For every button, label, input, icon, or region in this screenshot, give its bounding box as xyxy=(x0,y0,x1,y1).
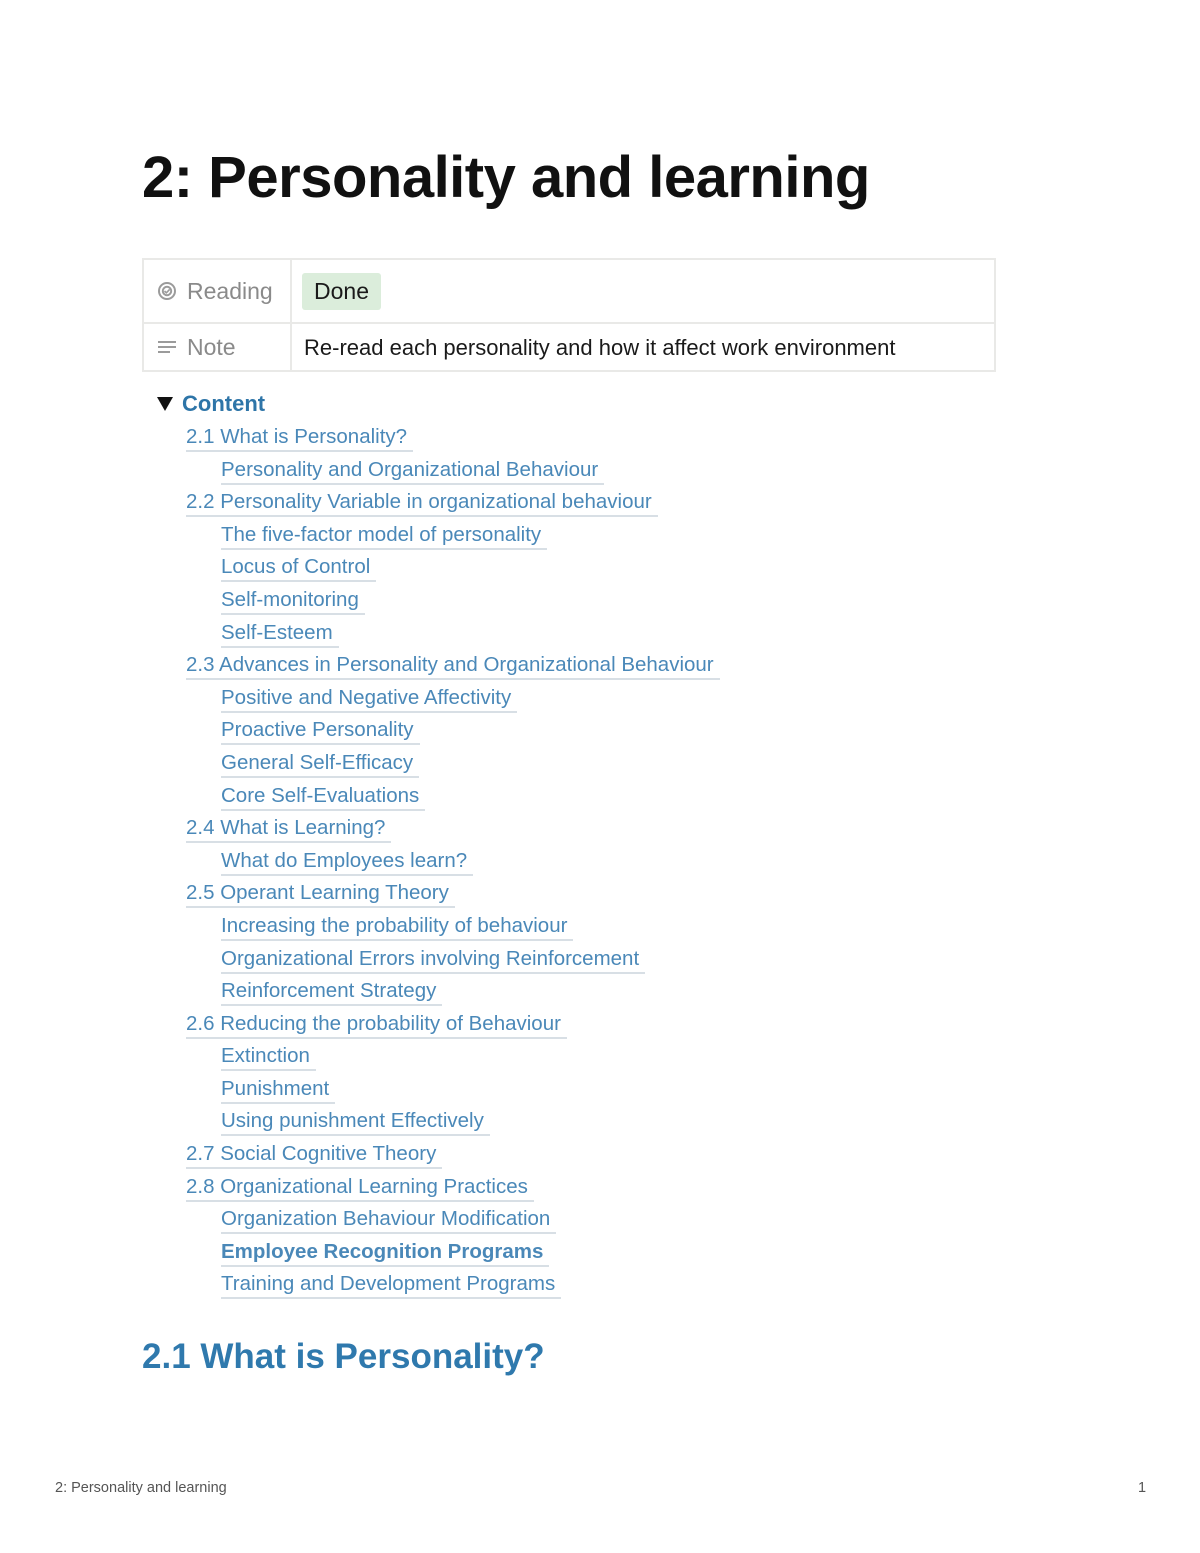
toc-link[interactable]: Using punishment Effectively xyxy=(221,1108,490,1136)
footer-title: 2: Personality and learning xyxy=(55,1480,227,1496)
toc-item xyxy=(186,489,720,522)
toc-item xyxy=(186,457,720,490)
toc-item xyxy=(186,848,720,881)
toc-item xyxy=(186,1239,720,1272)
toc-item xyxy=(186,1141,720,1174)
toc-item xyxy=(186,880,720,913)
table-of-contents xyxy=(186,424,720,1304)
toc-link[interactable]: 2.7 Social Cognitive Theory xyxy=(186,1141,442,1169)
properties-table xyxy=(142,258,996,372)
property-name-cell[interactable] xyxy=(143,323,291,371)
toc-link[interactable]: What do Employees learn? xyxy=(221,848,473,876)
triangle-down-icon[interactable] xyxy=(156,395,174,413)
toc-link[interactable]: Core Self-Evaluations xyxy=(221,783,425,811)
page-number: 1 xyxy=(1138,1480,1147,1496)
toc-link[interactable]: 2.5 Operant Learning Theory xyxy=(186,880,455,908)
toc-link[interactable]: Positive and Negative Affectivity xyxy=(221,685,517,713)
toc-item xyxy=(186,1271,720,1304)
toc-link[interactable]: 2.2 Personality Variable in organizational behaviour xyxy=(186,489,658,517)
toc-link[interactable]: 2.1 What is Personality? xyxy=(186,424,413,452)
toc-link[interactable]: 2.8 Organizational Learning Practices xyxy=(186,1174,534,1202)
toc-link[interactable]: Punishment xyxy=(221,1076,335,1104)
toc-link[interactable]: Personality and Organizational Behaviour xyxy=(221,457,604,485)
page-title: 2: Personality and learning xyxy=(142,145,870,210)
property-name-cell[interactable] xyxy=(143,259,291,323)
property-label-reading: Reading xyxy=(187,277,273,304)
toc-link[interactable]: Organization Behaviour Modification xyxy=(221,1206,556,1234)
toc-item xyxy=(186,522,720,555)
property-label-note: Note xyxy=(187,333,236,360)
toc-link[interactable]: Self-monitoring xyxy=(221,587,365,615)
property-value-cell[interactable] xyxy=(291,259,995,323)
status-icon xyxy=(156,281,177,302)
property-row-note xyxy=(143,323,995,371)
toc-item xyxy=(186,815,720,848)
toc-link[interactable]: Training and Development Programs xyxy=(221,1271,561,1299)
toc-link[interactable]: 2.4 What is Learning? xyxy=(186,815,391,843)
text-lines-icon xyxy=(156,337,177,358)
toc-link[interactable]: 2.3 Advances in Personality and Organizational Behaviour xyxy=(186,652,720,680)
toc-item xyxy=(186,913,720,946)
toc-link[interactable]: Organizational Errors involving Reinforcement xyxy=(221,946,645,974)
toggle-label[interactable]: Content xyxy=(182,391,266,416)
toc-link[interactable]: Employee Recognition Programs xyxy=(221,1239,549,1267)
toc-item xyxy=(186,1206,720,1239)
toc-item xyxy=(186,652,720,685)
toc-item xyxy=(186,685,720,718)
toc-item xyxy=(186,978,720,1011)
status-badge[interactable]: Done xyxy=(302,273,381,310)
toc-item xyxy=(186,554,720,587)
section-heading: 2.1 What is Personality? xyxy=(142,1337,545,1376)
toc-link[interactable]: Self-Esteem xyxy=(221,620,339,648)
toc-link[interactable]: 2.6 Reducing the probability of Behaviour xyxy=(186,1011,567,1039)
toc-item xyxy=(186,1043,720,1076)
toc-item xyxy=(186,1076,720,1109)
toc-item xyxy=(186,717,720,750)
content-toggle[interactable] xyxy=(156,390,265,418)
property-value-cell[interactable] xyxy=(291,323,995,371)
toc-link[interactable]: General Self-Efficacy xyxy=(221,750,419,778)
toc-link[interactable]: The five-factor model of personality xyxy=(221,522,547,550)
toc-item xyxy=(186,750,720,783)
property-row-reading xyxy=(143,259,995,323)
toc-item xyxy=(186,424,720,457)
toc-item xyxy=(186,783,720,816)
note-value: Re-read each personality and how it affect work environment xyxy=(304,334,896,360)
toc-item xyxy=(186,1174,720,1207)
toc-item xyxy=(186,946,720,979)
toc-item xyxy=(186,1108,720,1141)
toc-link[interactable]: Extinction xyxy=(221,1043,316,1071)
toc-item xyxy=(186,587,720,620)
toc-link[interactable]: Locus of Control xyxy=(221,554,376,582)
toc-link[interactable]: Proactive Personality xyxy=(221,717,420,745)
toc-item xyxy=(186,1011,720,1044)
toc-item xyxy=(186,620,720,653)
toc-link[interactable]: Reinforcement Strategy xyxy=(221,978,442,1006)
toc-link[interactable]: Increasing the probability of behaviour xyxy=(221,913,573,941)
